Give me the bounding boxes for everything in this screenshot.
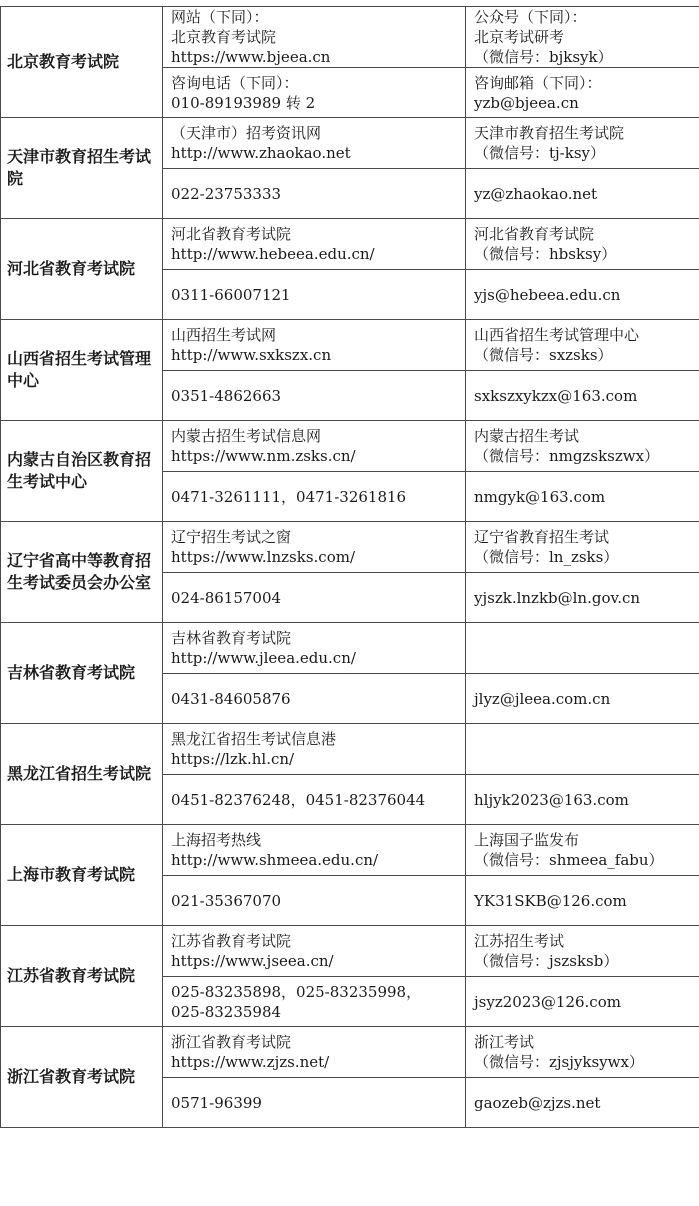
institution-name: 北京教育考试院 xyxy=(7,52,119,71)
email-address: yjszk.lnzkb@ln.gov.cn xyxy=(474,589,640,607)
website-url: http://www.jleea.edu.cn/ xyxy=(171,648,459,668)
institution-name: 内蒙古自治区教育招生考试中心 xyxy=(7,450,151,491)
website-name: 黑龙江省招生考试信息港 xyxy=(171,729,459,749)
wechat-cell xyxy=(466,1027,699,1078)
email-cell xyxy=(466,573,699,623)
email-cell xyxy=(466,68,699,118)
website-url: https://lzk.hl.cn/ xyxy=(171,749,459,769)
phone-number: 025-83235984 xyxy=(171,1002,459,1022)
wechat-id: （微信号：sxzsks） xyxy=(474,345,693,365)
exam-institution-contact-table xyxy=(0,6,699,1128)
institution-name-cell xyxy=(1,320,163,421)
website-url: https://www.bjeea.cn xyxy=(171,47,459,67)
wechat-id: （微信号：zjsjyksywx） xyxy=(474,1052,693,1072)
website-url: http://www.shmeea.edu.cn/ xyxy=(171,850,459,870)
institution-name-cell xyxy=(1,421,163,522)
wechat-label: 公众号（下同）： xyxy=(474,7,693,27)
email-cell xyxy=(466,472,699,522)
wechat-id: （微信号：hbsksy） xyxy=(474,244,693,264)
email-cell xyxy=(466,169,699,219)
wechat-name: 天津市教育招生考试院 xyxy=(474,123,693,143)
email-address: hljyk2023@163.com xyxy=(474,791,629,809)
phone-number: 021-35367070 xyxy=(171,892,281,910)
phone-cell xyxy=(163,876,466,926)
wechat-cell xyxy=(466,724,699,775)
email-cell xyxy=(466,977,699,1027)
wechat-cell xyxy=(466,926,699,977)
wechat-cell xyxy=(466,825,699,876)
phone-cell xyxy=(163,573,466,623)
website-url: https://www.zjzs.net/ xyxy=(171,1052,459,1072)
wechat-id: （微信号：tj-ksy） xyxy=(474,143,693,163)
website-url: https://www.jseea.cn/ xyxy=(171,951,459,971)
website-cell xyxy=(163,320,466,371)
phone-cell xyxy=(163,371,466,421)
phone-number: 025-83235898，025-83235998， xyxy=(171,982,459,1002)
email-label: 咨询邮箱（下同）： xyxy=(474,73,693,93)
institution-name: 天津市教育招生考试院 xyxy=(7,147,151,188)
email-address: yjs@hebeea.edu.cn xyxy=(474,286,620,304)
table-row-shanxi xyxy=(1,320,699,371)
email-address: nmgyk@163.com xyxy=(474,488,605,506)
website-name: 山西招生考试网 xyxy=(171,325,459,345)
institution-name: 辽宁省高中等教育招生考试委员会办公室 xyxy=(7,551,151,592)
wechat-id: （微信号：shmeea_fabu） xyxy=(474,850,693,870)
website-url: https://www.lnzsks.com/ xyxy=(171,547,459,567)
wechat-name: 河北省教育考试院 xyxy=(474,224,693,244)
website-name: （天津市）招考资讯网 xyxy=(171,123,459,143)
table-row-inner-mongolia xyxy=(1,421,699,472)
website-name: 河北省教育考试院 xyxy=(171,224,459,244)
phone-number: 0351-4862663 xyxy=(171,387,281,405)
website-url: http://www.sxkszx.cn xyxy=(171,345,459,365)
website-name: 辽宁招生考试之窗 xyxy=(171,527,459,547)
institution-name: 黑龙江省招生考试院 xyxy=(7,764,151,783)
website-name: 吉林省教育考试院 xyxy=(171,628,459,648)
wechat-id: （微信号：ln_zsks） xyxy=(474,547,693,567)
institution-name: 吉林省教育考试院 xyxy=(7,663,135,682)
institution-name: 浙江省教育考试院 xyxy=(7,1067,135,1086)
table-row-jilin xyxy=(1,623,699,674)
website-cell xyxy=(163,926,466,977)
wechat-name: 北京考试研考 xyxy=(474,27,693,47)
email-address: jsyz2023@126.com xyxy=(474,993,621,1011)
wechat-name: 上海国子监发布 xyxy=(474,830,693,850)
website-cell xyxy=(163,118,466,169)
email-cell xyxy=(466,775,699,825)
wechat-cell xyxy=(466,219,699,270)
website-url: http://www.hebeea.edu.cn/ xyxy=(171,244,459,264)
institution-name: 上海市教育考试院 xyxy=(7,865,135,884)
website-cell xyxy=(163,7,466,68)
phone-cell xyxy=(163,169,466,219)
institution-name-cell xyxy=(1,724,163,825)
table-row-shanghai xyxy=(1,825,699,876)
website-cell xyxy=(163,219,466,270)
website-name: 北京教育考试院 xyxy=(171,27,459,47)
institution-name: 江苏省教育考试院 xyxy=(7,966,135,985)
website-label: 网站（下同）： xyxy=(171,7,459,27)
phone-number: 0571-96399 xyxy=(171,1094,262,1112)
email-cell xyxy=(466,1078,699,1128)
email-address: yz@zhaokao.net xyxy=(474,185,597,203)
wechat-name: 江苏招生考试 xyxy=(474,931,693,951)
table-row-beijing xyxy=(1,7,699,68)
phone-number: 0431-84605876 xyxy=(171,690,291,708)
institution-name-cell xyxy=(1,118,163,219)
email-address: gaozeb@zjzs.net xyxy=(474,1094,600,1112)
phone-number: 024-86157004 xyxy=(171,589,281,607)
website-cell xyxy=(163,623,466,674)
email-address: sxkszxykzx@163.com xyxy=(474,387,637,405)
table-row-zhejiang xyxy=(1,1027,699,1078)
wechat-name: 浙江考试 xyxy=(474,1032,693,1052)
table-row-liaoning xyxy=(1,522,699,573)
email-cell xyxy=(466,876,699,926)
phone-cell xyxy=(163,270,466,320)
email-cell xyxy=(466,270,699,320)
email-cell xyxy=(466,674,699,724)
table-row-heilongjiang xyxy=(1,724,699,775)
website-name: 浙江省教育考试院 xyxy=(171,1032,459,1052)
wechat-name: 辽宁省教育招生考试 xyxy=(474,527,693,547)
website-name: 上海招考热线 xyxy=(171,830,459,850)
website-url: http://www.zhaokao.net xyxy=(171,143,459,163)
institution-name: 山西省招生考试管理中心 xyxy=(7,349,151,390)
email-cell xyxy=(466,371,699,421)
table-row-tianjin xyxy=(1,118,699,169)
phone-label: 咨询电话（下同）： xyxy=(171,73,459,93)
wechat-cell xyxy=(466,320,699,371)
website-name: 江苏省教育考试院 xyxy=(171,931,459,951)
table-row-hebei xyxy=(1,219,699,270)
phone-number: 0311-66007121 xyxy=(171,286,291,304)
phone-number: 0471-3261111，0471-3261816 xyxy=(171,488,406,506)
website-name: 内蒙古招生考试信息网 xyxy=(171,426,459,446)
phone-number: 0451-82376248，0451-82376044 xyxy=(171,791,425,809)
wechat-cell xyxy=(466,623,699,674)
wechat-cell xyxy=(466,118,699,169)
wechat-id: （微信号：nmgzskszwx） xyxy=(474,446,693,466)
phone-cell xyxy=(163,68,466,118)
phone-cell xyxy=(163,977,466,1027)
institution-name-cell xyxy=(1,623,163,724)
phone-cell xyxy=(163,775,466,825)
institution-name-cell xyxy=(1,522,163,623)
phone-cell xyxy=(163,472,466,522)
website-url: https://www.nm.zsks.cn/ xyxy=(171,446,459,466)
institution-name-cell xyxy=(1,926,163,1027)
email-address: YK31SKB@126.com xyxy=(474,892,627,910)
wechat-cell xyxy=(466,7,699,68)
website-cell xyxy=(163,522,466,573)
table-row-jiangsu xyxy=(1,926,699,977)
institution-name-cell xyxy=(1,219,163,320)
phone-number: 010-89193989 转 2 xyxy=(171,93,459,113)
email-address: jlyz@jleea.com.cn xyxy=(474,690,610,708)
institution-name-cell xyxy=(1,825,163,926)
phone-cell xyxy=(163,1078,466,1128)
wechat-id: （微信号：jszsksb） xyxy=(474,951,693,971)
phone-cell xyxy=(163,674,466,724)
email-address: yzb@bjeea.cn xyxy=(474,93,693,113)
wechat-cell xyxy=(466,522,699,573)
website-cell xyxy=(163,421,466,472)
wechat-name: 山西省招生考试管理中心 xyxy=(474,325,693,345)
institution-name-cell xyxy=(1,1027,163,1128)
website-cell xyxy=(163,724,466,775)
institution-name: 河北省教育考试院 xyxy=(7,259,135,278)
website-cell xyxy=(163,1027,466,1078)
institution-name-cell xyxy=(1,7,163,118)
wechat-id: （微信号：bjksyk） xyxy=(474,47,693,67)
wechat-cell xyxy=(466,421,699,472)
phone-number: 022-23753333 xyxy=(171,185,281,203)
website-cell xyxy=(163,825,466,876)
wechat-name: 内蒙古招生考试 xyxy=(474,426,693,446)
